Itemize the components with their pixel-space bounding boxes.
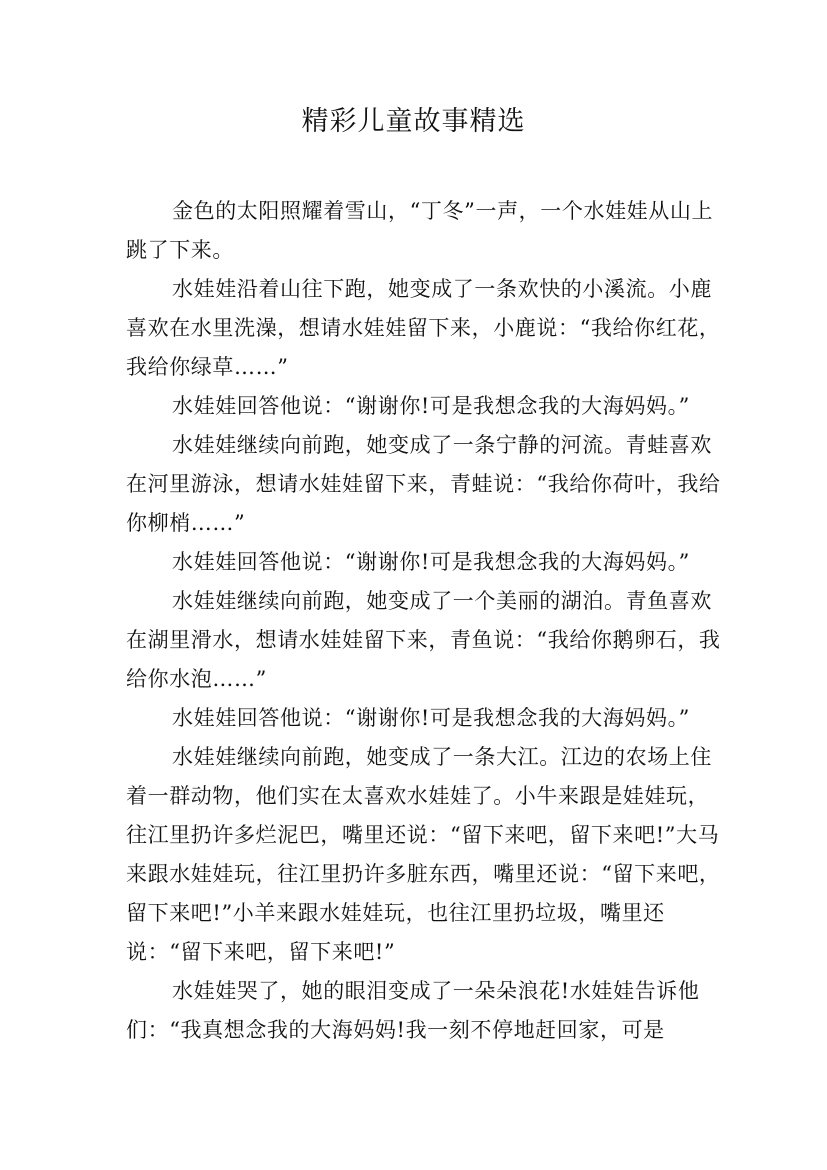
story-paragraph-6: 水娃娃继续向前跑，她变成了一个美丽的湖泊。青鱼喜欢在湖里滑水，想请水娃娃留下来，青鱼说：“我给你鹅卵石，我给你水泡……” (126, 589, 721, 691)
story-paragraph-8: 水娃娃继续向前跑，她变成了一条大江。江边的农场上住着一群动物，他们实在太喜欢水娃娃了。小牛来跟是娃娃玩，往江里扔许多烂泥巴，嘴里还说：“留下来吧，留下来吧!”大马来跟水娃娃玩，往江里扔许多脏东西，嘴里还说：“留下来吧，留下来吧!”小羊来跟水娃娃玩，也往江里扔垃圾，嘴里还说：“留下来吧，留下来吧!” (126, 745, 721, 964)
story-body (126, 192, 726, 1050)
story-paragraph-4: 水娃娃继续向前跑，她变成了一条宁静的河流。青蛙喜欢在河里游泳，想请水娃娃留下来，青蛙说：“我给你荷叶，我给你柳梢……” (126, 433, 721, 535)
document-title: 精彩儿童故事精选 (301, 106, 526, 137)
story-paragraph-3: 水娃娃回答他说：“谢谢你!可是我想念我的大海妈妈。” (172, 394, 691, 418)
story-paragraph-5: 水娃娃回答他说：“谢谢你!可是我想念我的大海妈妈。” (172, 550, 691, 574)
story-paragraph-2: 水娃娃沿着山往下跑，她变成了一条欢快的小溪流。小鹿喜欢在水里洗澡，想请水娃娃留下来，小鹿说：“我给你红花，我给你绿草……” (126, 277, 721, 379)
story-paragraph-7: 水娃娃回答他说：“谢谢你!可是我想念我的大海妈妈。” (172, 706, 691, 730)
story-paragraph-1: 金色的太阳照耀着雪山，“丁冬”一声，一个水娃娃从山上跳了下来。 (126, 199, 714, 262)
story-paragraph-9: 水娃娃哭了，她的眼泪变成了一朵朵浪花!水娃娃告诉他们：“我真想念我的大海妈妈!我一刻不停地赶回家，可是 (126, 979, 700, 1042)
